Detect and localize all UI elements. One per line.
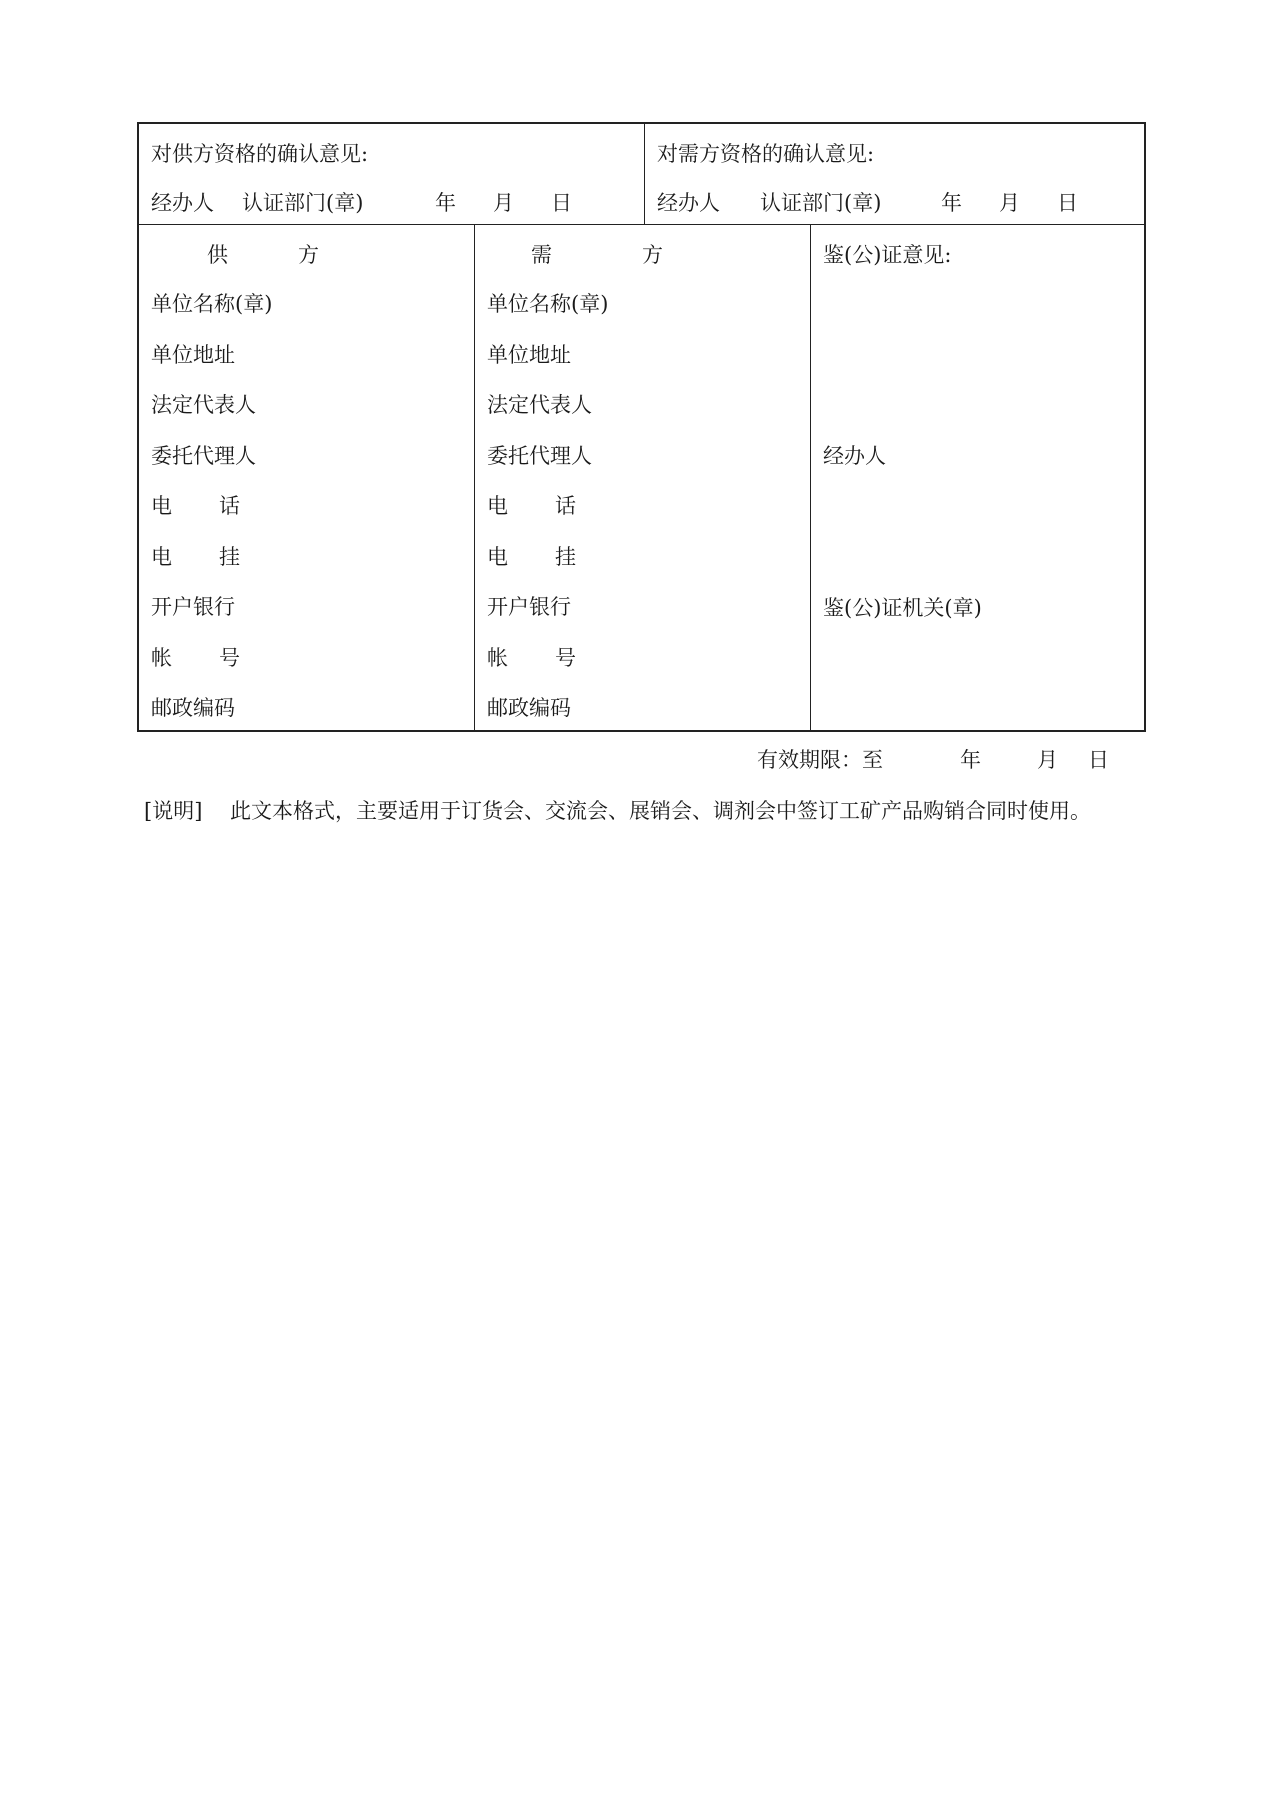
supplier-bank-label: 开户银行 — [151, 595, 235, 619]
supplier-telegraph-char-1: 电 — [151, 544, 172, 569]
buyer-heading-char-2: 方 — [642, 243, 663, 267]
buyer-field-list — [487, 288, 608, 743]
usage-note-text: 此文本格式，主要适用于订货会、交流会、展销会、调剂会中签订工矿产品购销合同时使用。 — [230, 799, 1091, 823]
contract-signature-table — [137, 122, 1146, 732]
supplier-confirmation-dept: 认证部门(章) — [242, 191, 364, 215]
buyer-phone-label — [487, 490, 608, 541]
supplier-address-label: 单位地址 — [151, 342, 235, 367]
supplier-phone-label — [151, 490, 272, 541]
buyer-postcode-label: 邮政编码 — [487, 696, 571, 720]
buyer-name-label: 单位名称(章) — [487, 292, 609, 316]
validity-period-line — [757, 744, 1109, 774]
notary-opinion-title: 鉴(公)证意见: — [823, 243, 952, 267]
supplier-confirmation-title: 对供方资格的确认意见: — [151, 142, 369, 166]
supplier-telegraph-label — [151, 541, 272, 592]
validity-label: 有效期限：至 — [757, 748, 883, 772]
buyer-account-char-2: 号 — [555, 645, 576, 670]
buyer-phone-char-2: 话 — [555, 494, 576, 518]
usage-note-tag: [说明] — [144, 799, 203, 823]
buyer-confirmation-sign-line — [657, 187, 1078, 217]
supplier-name-label: 单位名称(章) — [151, 292, 273, 316]
buyer-agent-label: 委托代理人 — [487, 443, 592, 468]
notary-column — [811, 225, 1144, 730]
buyer-phone-char-1: 电 — [487, 494, 508, 518]
usage-note — [144, 795, 1091, 825]
buyer-account-label — [487, 642, 608, 693]
buyer-telegraph-char-1: 电 — [487, 544, 508, 569]
supplier-confirmation-cell — [139, 124, 645, 224]
notary-handler-label: 经办人 — [823, 444, 886, 468]
supplier-agent-label: 委托代理人 — [151, 443, 256, 468]
supplier-confirmation-year: 年 — [435, 191, 456, 215]
supplier-postcode-label: 邮政编码 — [151, 696, 235, 720]
supplier-telegraph-char-2: 挂 — [219, 544, 240, 569]
buyer-account-char-1: 帐 — [487, 645, 508, 670]
supplier-account-char-2: 号 — [219, 645, 240, 670]
buyer-heading — [475, 239, 810, 267]
supplier-confirmation-sign-line — [151, 187, 572, 217]
buyer-confirmation-cell — [645, 124, 1144, 224]
notary-org-label: 鉴(公)证机关(章) — [823, 596, 982, 620]
supplier-field-list — [151, 288, 272, 743]
validity-month: 月 — [1037, 748, 1058, 772]
supplier-phone-char-1: 电 — [151, 494, 172, 518]
supplier-account-label — [151, 642, 272, 693]
buyer-legal-rep-label: 法定代表人 — [487, 393, 592, 417]
supplier-confirmation-day: 日 — [551, 191, 572, 215]
buyer-telegraph-label — [487, 541, 608, 592]
supplier-heading-char-1: 供 — [207, 243, 228, 267]
buyer-confirmation-month: 月 — [999, 191, 1020, 215]
supplier-legal-rep-label: 法定代表人 — [151, 393, 256, 417]
supplier-account-char-1: 帐 — [151, 645, 172, 670]
buyer-confirmation-year: 年 — [941, 191, 962, 215]
validity-year: 年 — [960, 748, 981, 772]
supplier-phone-char-2: 话 — [219, 494, 240, 518]
buyer-confirmation-handler: 经办人 — [657, 191, 720, 215]
buyer-confirmation-title: 对需方资格的确认意见: — [657, 142, 875, 166]
supplier-heading — [139, 239, 474, 267]
buyer-confirmation-dept: 认证部门(章) — [760, 191, 882, 215]
buyer-heading-char-1: 需 — [531, 243, 552, 267]
buyer-address-label: 单位地址 — [487, 342, 571, 367]
supplier-heading-char-2: 方 — [298, 243, 319, 267]
buyer-bank-label: 开户银行 — [487, 595, 571, 619]
validity-day: 日 — [1088, 748, 1109, 772]
supplier-column — [139, 225, 475, 730]
supplier-confirmation-month: 月 — [493, 191, 514, 215]
buyer-column — [475, 225, 811, 730]
supplier-confirmation-handler: 经办人 — [151, 191, 214, 215]
confirmation-row — [139, 124, 1144, 225]
parties-row — [139, 225, 1144, 730]
buyer-confirmation-day: 日 — [1057, 191, 1078, 215]
buyer-telegraph-char-2: 挂 — [555, 544, 576, 569]
